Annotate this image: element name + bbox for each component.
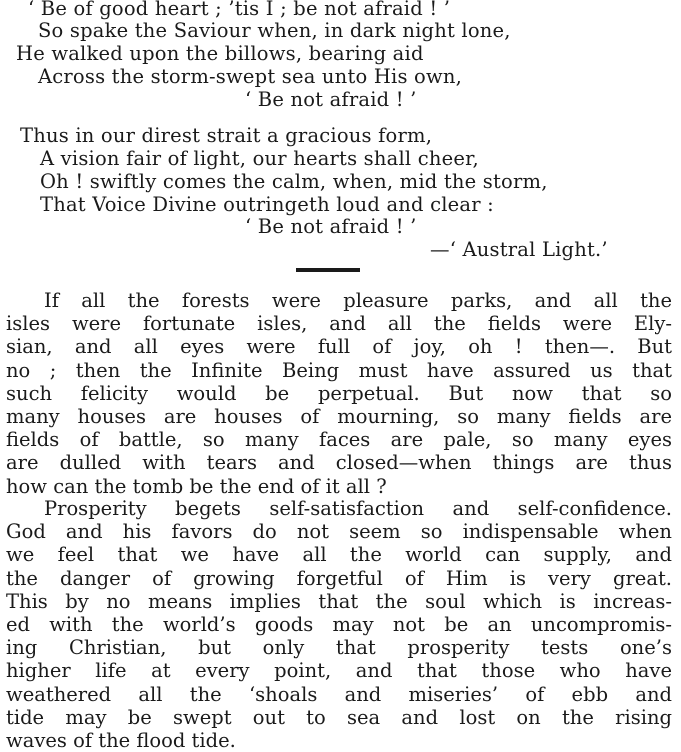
poem-line: A vision fair of light, our hearts shall cheer, [40, 147, 479, 170]
poem-line: Across the storm-swept sea unto His own, [38, 65, 463, 88]
prose-line: many houses are houses of mourning, so many fields are [6, 404, 672, 428]
poem-line: Thus in our direst strait a gracious form, [20, 124, 433, 147]
prose-line: ing Christian, but only that prosperity tests one’s [6, 636, 672, 660]
poem-line: ‘ Be of good heart ; ’tis I ; be not afraid ! ’ [28, 0, 451, 20]
prose-line: tide may be swept out to sea and lost on the rising [6, 705, 672, 729]
poem-line: He walked upon the billows, bearing aid [16, 42, 424, 65]
poem-line: That Voice Divine outringeth loud and clear : [40, 193, 494, 216]
poem-line: So spake the Saviour when, in dark night lone, [38, 19, 511, 42]
prose-line: God and his favors do not seem so indispensable when [6, 520, 672, 544]
prose-line: no ; then the Infinite Being must have assured us that [6, 358, 672, 382]
prose-line: waves of the flood tide. [6, 728, 236, 752]
prose-line: the danger of growing forgetful of Him is very great. [6, 566, 672, 590]
prose-line: fields of battle, so many faces are pale, so many eyes [6, 428, 672, 452]
prose-line: higher life at every point, and that those who have [6, 659, 672, 683]
prose-line: sian, and all eyes were full of joy, oh ! then—. But [6, 335, 672, 359]
poem-refrain: ‘ Be not afraid ! ’ [245, 88, 417, 111]
prose-line: isles were fortunate isles, and all the fields were Ely- [6, 312, 672, 336]
prose-line: how can the tomb be the end of it all ? [6, 474, 387, 498]
prose-line: This by no means implies that the soul which is increas- [6, 589, 672, 613]
prose-line: If all the forests were pleasure parks, and all the [44, 289, 672, 312]
prose-paragraph-1 [6, 289, 672, 498]
prose-line: ed with the world’s goods may not be an uncompromis- [6, 612, 672, 636]
prose-line: are dulled with tears and closed—when things are thus [6, 451, 672, 475]
prose-line: we feel that we have all the world can supply, and [6, 543, 672, 567]
poem-line: Oh ! swiftly comes the calm, when, mid the storm, [40, 170, 548, 193]
poem-attribution: —‘ Austral Light.’ [430, 238, 608, 261]
poem-refrain: ‘ Be not afraid ! ’ [245, 215, 417, 238]
section-divider-rule [296, 268, 360, 272]
prose-line: such felicity would be perpetual. But now that so [6, 381, 672, 405]
prose-line: Prosperity begets self-satisfaction and self-confidence. [44, 497, 672, 520]
prose-paragraph-2 [6, 497, 672, 752]
prose-line: weathered all the ‘shoals and miseries’ of ebb and [6, 682, 672, 706]
